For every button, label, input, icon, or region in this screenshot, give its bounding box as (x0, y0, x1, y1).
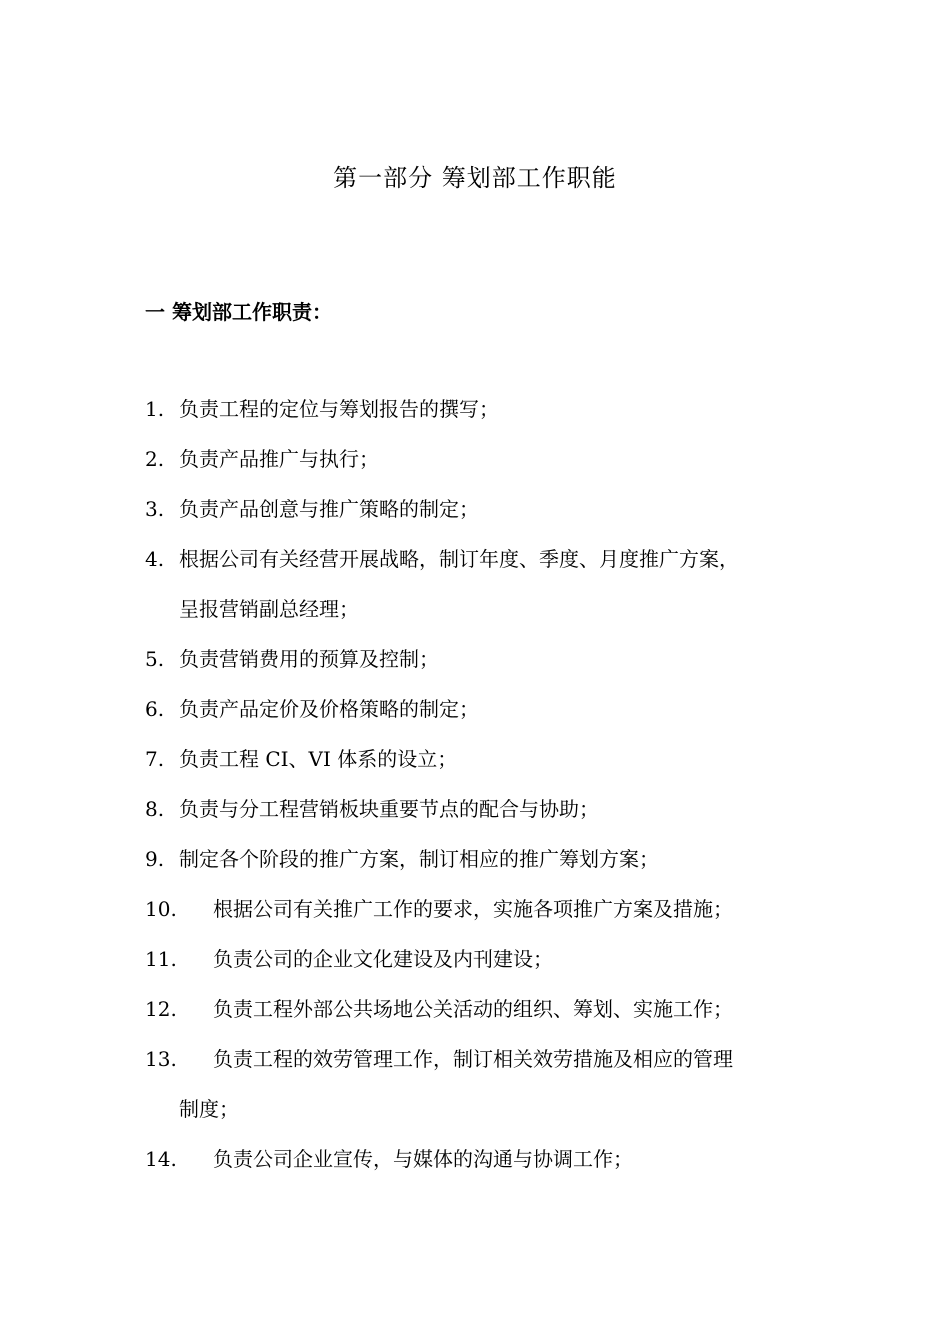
list-item (145, 1034, 825, 1084)
item-number: 14. (145, 1147, 177, 1171)
list-item-continuation: 呈报营销副总经理； (179, 597, 359, 621)
item-text: 负责工程 CI、VI 体系的设立； (179, 747, 458, 771)
item-text: 负责产品推广与执行； (179, 447, 379, 471)
item-number: 2. (145, 447, 165, 471)
list-item (145, 684, 825, 734)
list-item (145, 784, 825, 834)
section-heading: 一 筹划部工作职责： (145, 300, 332, 324)
item-text: 负责工程的效劳管理工作，制订相关效劳措施及相应的管理 (213, 1047, 733, 1071)
item-text: 负责公司企业宣传，与媒体的沟通与协调工作； (213, 1147, 633, 1171)
item-number: 10. (145, 897, 177, 921)
list-item (145, 934, 825, 984)
item-text: 负责产品创意与推广策略的制定； (179, 497, 479, 521)
item-number: 4. (145, 547, 165, 571)
item-number: 8. (145, 797, 165, 821)
item-number: 11. (145, 947, 177, 971)
list-item (145, 734, 825, 784)
item-text: 负责营销费用的预算及控制； (179, 647, 439, 671)
item-text: 根据公司有关经营开展战略，制订年度、季度、月度推广方案， (179, 547, 739, 571)
list-item (145, 434, 825, 484)
duty-list (145, 384, 825, 1184)
item-text: 制定各个阶段的推广方案，制订相应的推广筹划方案； (179, 847, 659, 871)
item-text: 负责公司的企业文化建设及内刊建设； (213, 947, 553, 971)
list-item (145, 534, 825, 584)
list-item (145, 1134, 825, 1184)
list-item (145, 634, 825, 684)
item-number: 6. (145, 697, 165, 721)
page-title: 第一部分 筹划部工作职能 (333, 164, 617, 192)
list-item (145, 884, 825, 934)
item-text: 负责产品定价及价格策略的制定； (179, 697, 479, 721)
item-text: 负责与分工程营销板块重要节点的配合与协助； (179, 797, 599, 821)
item-number: 3. (145, 497, 165, 521)
list-item-continuation: 制度； (179, 1097, 239, 1121)
item-text: 负责工程外部公共场地公关活动的组织、筹划、实施工作； (213, 997, 733, 1021)
item-text: 根据公司有关推广工作的要求，实施各项推广方案及措施； (213, 897, 733, 921)
item-number: 9. (145, 847, 165, 871)
item-number: 7. (145, 747, 165, 771)
list-item (145, 834, 825, 884)
item-number: 12. (145, 997, 177, 1021)
list-item (145, 984, 825, 1034)
item-text: 负责工程的定位与筹划报告的撰写； (179, 397, 499, 421)
item-number: 13. (145, 1047, 177, 1071)
item-number: 5. (145, 647, 165, 671)
list-item (145, 484, 825, 534)
list-item (145, 384, 825, 434)
item-number: 1. (145, 397, 165, 421)
